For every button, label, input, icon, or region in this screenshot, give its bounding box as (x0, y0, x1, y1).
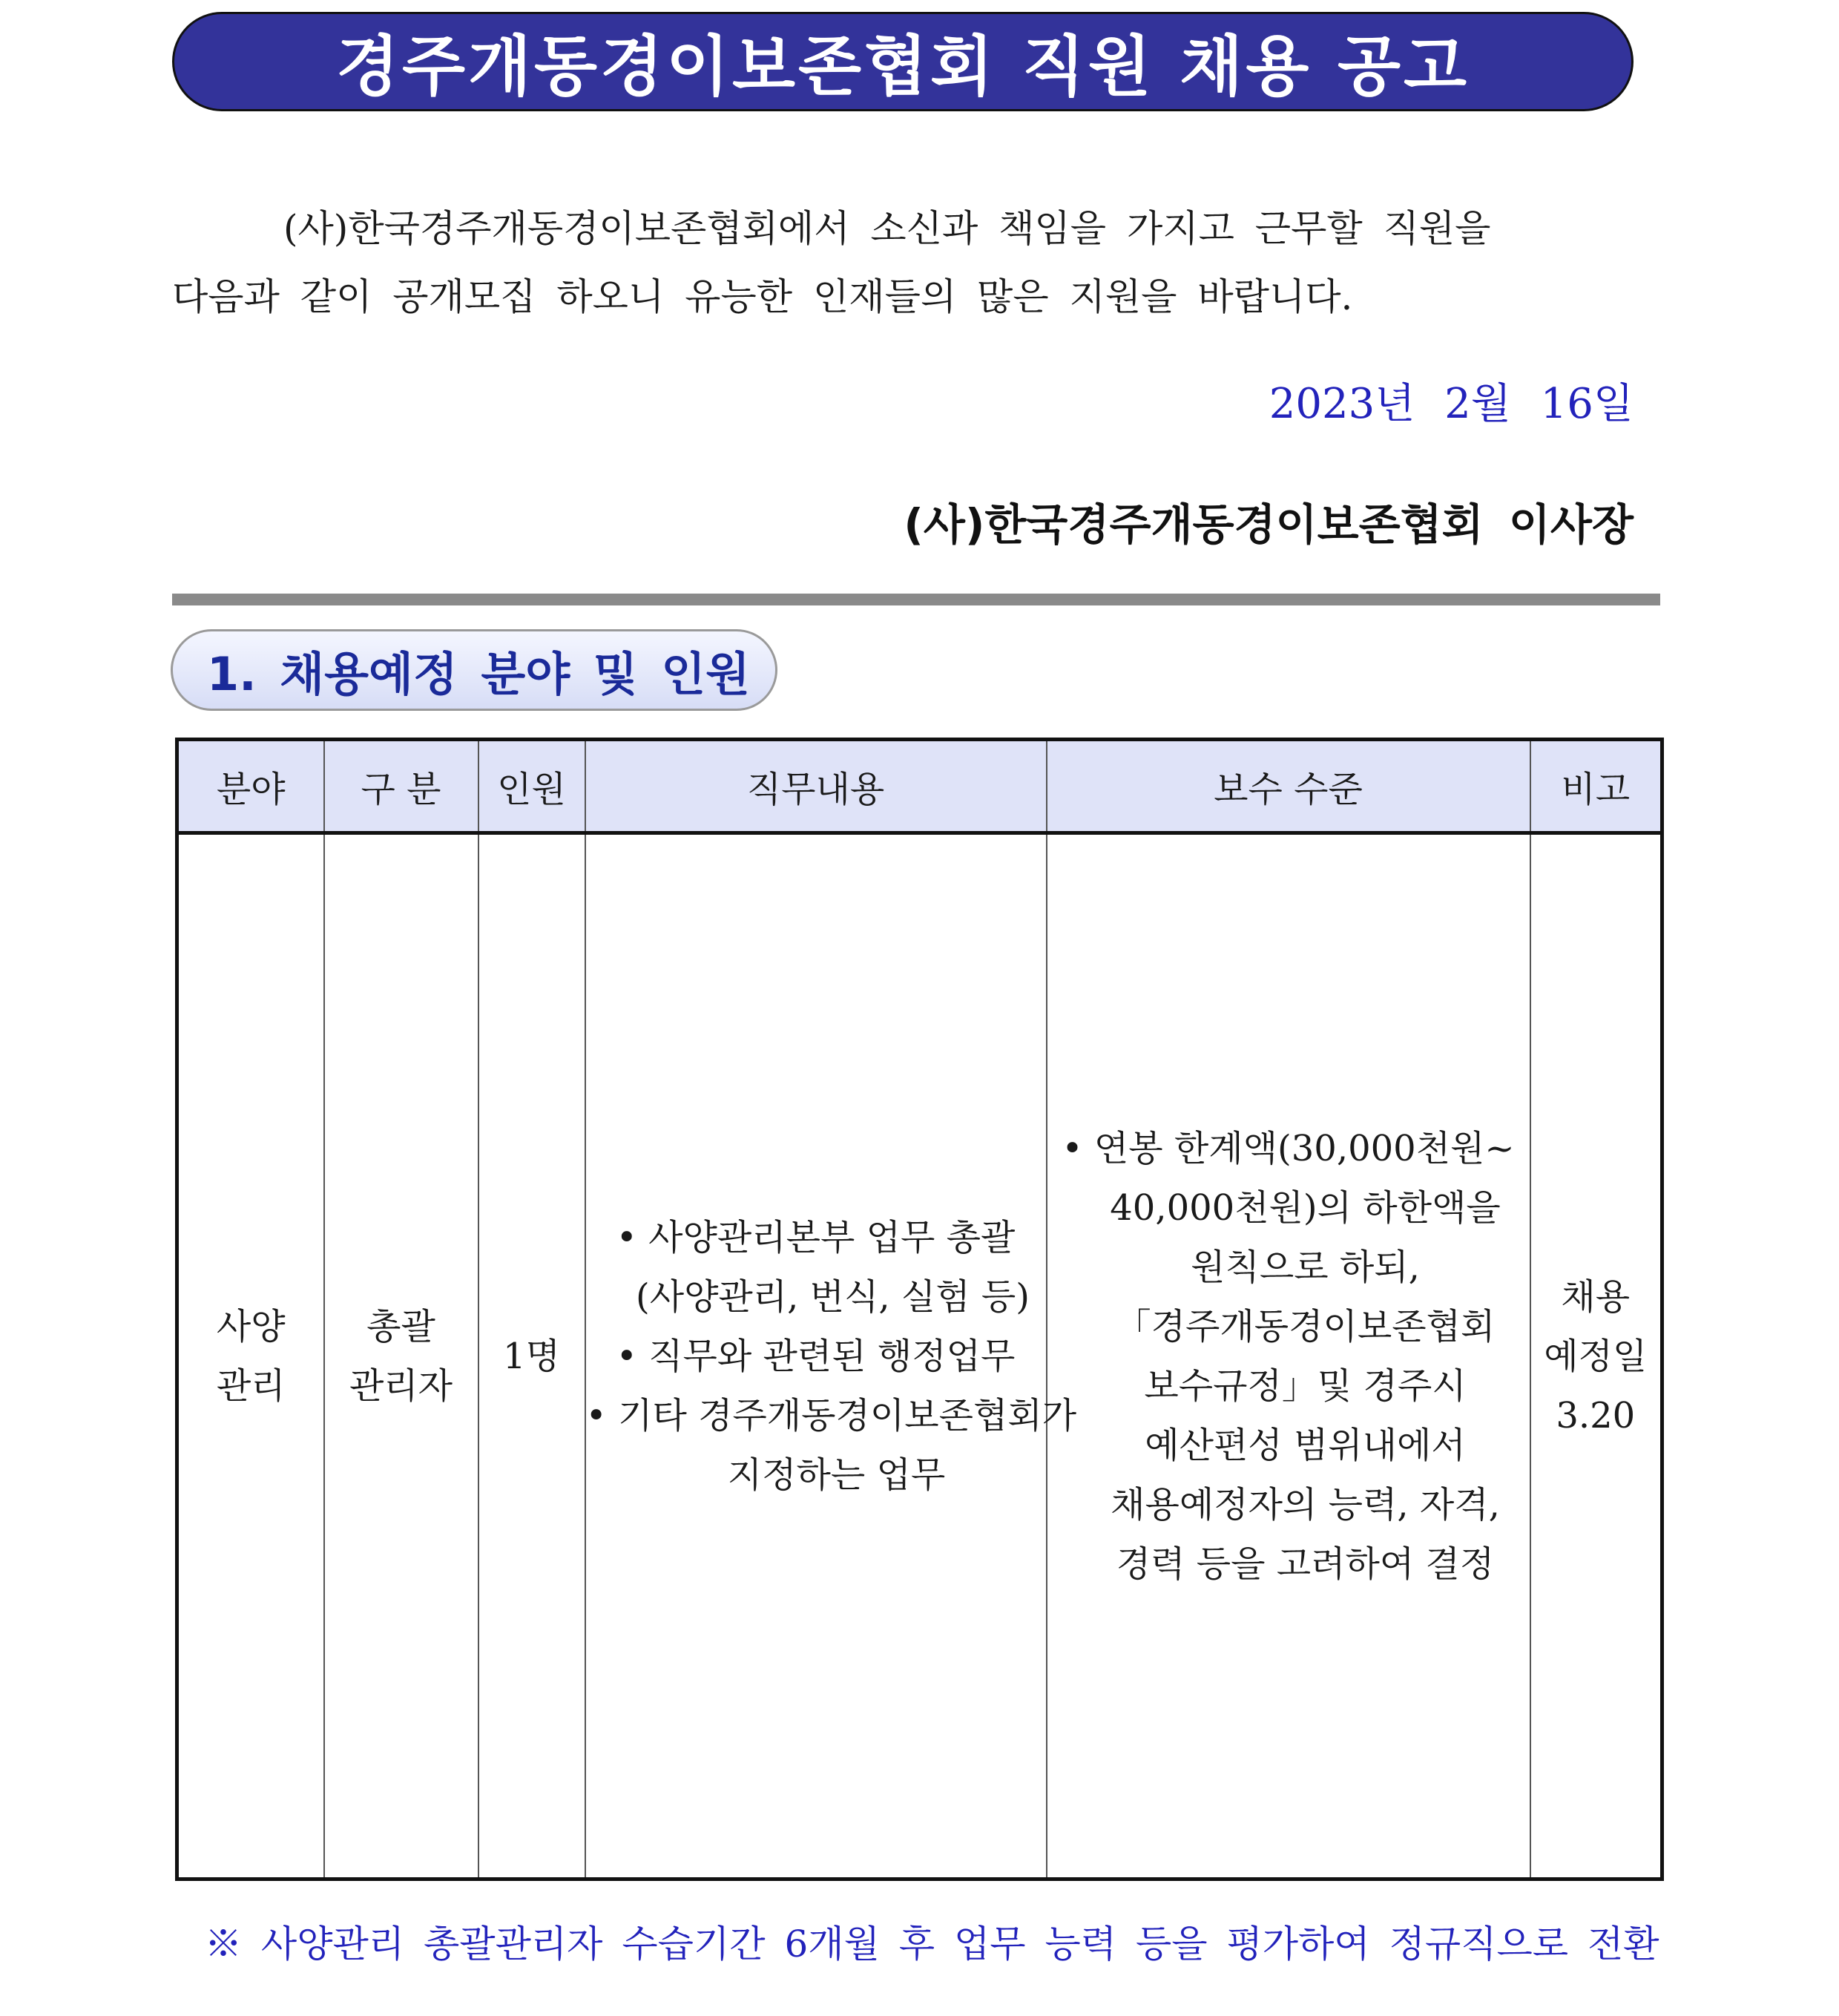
intro-line-2: 다음과 같이 공개모집 하오니 유능한 인재들의 많은 지원을 바랍니다. (172, 275, 1353, 318)
duty-line: • 직무와 관련된 행정업무 (616, 1335, 1016, 1377)
salary-line: 40,000천원)의 하한액을 (1110, 1186, 1501, 1229)
category-line: 관리자 (349, 1365, 453, 1407)
field-line: 관리 (216, 1365, 286, 1407)
issuer: (사)한국경주개동경이보존협회 이사장 (904, 499, 1634, 550)
announcement-date: 2023년 2월 16일 (1269, 380, 1634, 428)
section-heading (171, 629, 777, 711)
header-field: 분야 (177, 740, 324, 833)
cell-count (478, 833, 585, 1879)
intro-paragraph (172, 194, 1522, 331)
section-heading-text: 1. 채용예정 분야 및 인원 (207, 646, 751, 701)
intro-line-1: (사)한국경주개동경이보존협회에서 소신과 책임을 가지고 근무할 직원을 (283, 207, 1491, 250)
footnote: ※ 사양관리 총괄관리자 수습기간 6개월 후 업무 능력 등을 평가하여 정규직으로 전환 (205, 1923, 1659, 1966)
note-line: 채용 (1561, 1275, 1631, 1318)
field-line: 사양 (216, 1305, 286, 1347)
count-value: 1명 (503, 1335, 560, 1377)
cell-salary (1047, 833, 1530, 1879)
cell-duties (585, 833, 1077, 1879)
duty-line: • 사양관리본부 업무 총괄 (616, 1216, 1016, 1258)
duty-line: 지정하는 업무 (727, 1454, 946, 1496)
cell-category (324, 833, 478, 1879)
salary-line: 원칙으로 하되, (1191, 1246, 1420, 1288)
header-salary: 보수 수준 (1047, 740, 1530, 833)
header-duties: 직무내용 (585, 740, 1047, 833)
header-count: 인원 (478, 740, 585, 833)
table-row (177, 833, 1662, 1879)
page-title: 경주개동경이보존협회 직원 채용 공고 (335, 28, 1470, 105)
salary-line: 예산편성 범위내에서 (1145, 1424, 1466, 1466)
divider (172, 594, 1660, 605)
recruitment-table (175, 738, 1664, 1881)
note-line: 예정일 (1544, 1335, 1648, 1377)
salary-line: 경력 등을 고려하여 결정 (1116, 1543, 1495, 1585)
salary-line: 「경주개동경이보존협회 (1115, 1305, 1496, 1347)
duty-line: • 기타 경주개동경이보존협회가 (585, 1394, 1077, 1437)
header-category: 구 분 (324, 740, 478, 833)
duty-line: (사양관리, 번식, 실험 등) (635, 1275, 1030, 1318)
note-line: 3.20 (1556, 1394, 1636, 1437)
header-note: 비고 (1530, 740, 1662, 833)
salary-line: 채용예정자의 능력, 자격, (1111, 1483, 1500, 1526)
table-header-row (177, 740, 1662, 833)
title-banner (172, 12, 1634, 111)
salary-line: 보수규정」및 경주시 (1144, 1365, 1467, 1407)
category-line: 총괄 (366, 1305, 435, 1347)
cell-note (1530, 833, 1662, 1879)
salary-line: • 연봉 한계액(30,000천원~ (1062, 1127, 1515, 1169)
cell-field (177, 833, 324, 1879)
